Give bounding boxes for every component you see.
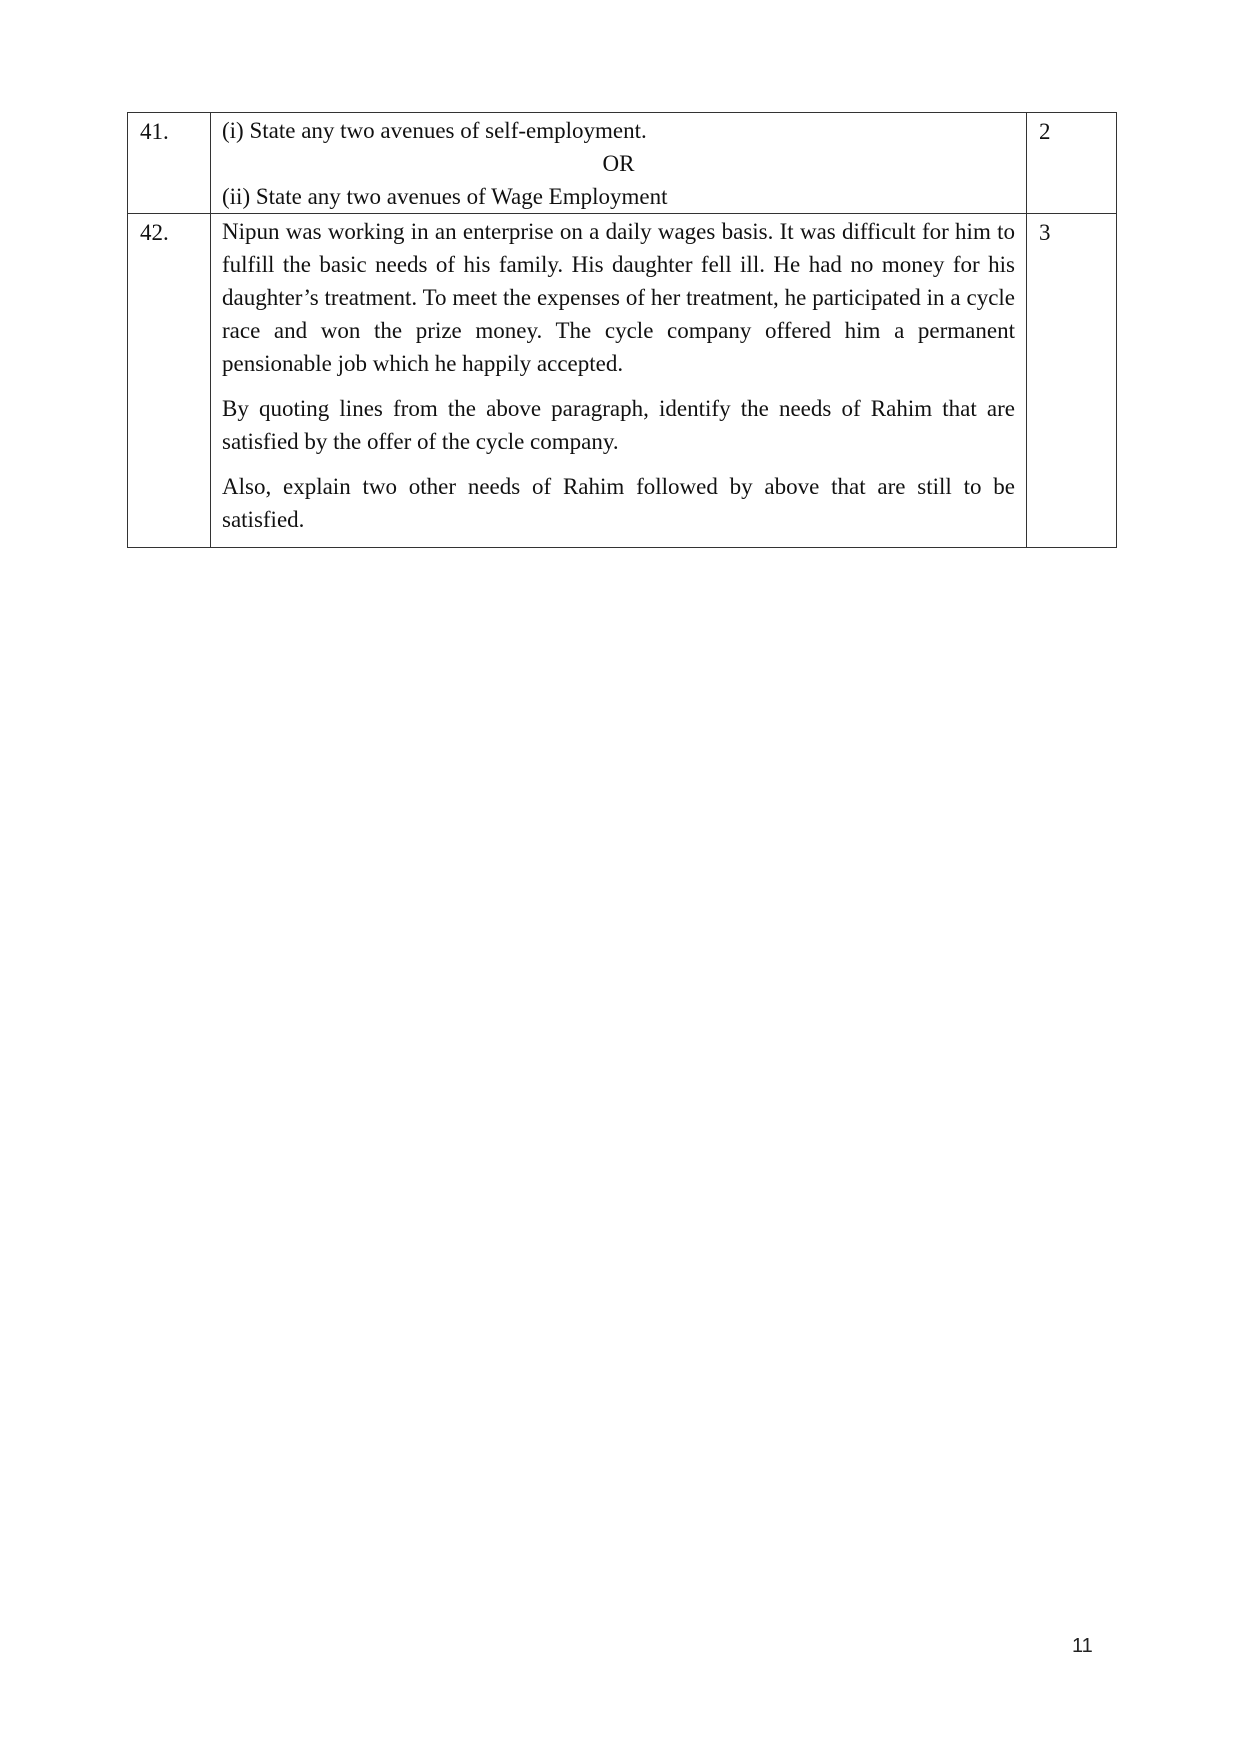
question-row-41 (128, 113, 1117, 214)
question-part-explain: Also, explain two other needs of Rahim followed by above that are still to be satisfied. (222, 474, 1015, 532)
question-text (211, 214, 1027, 548)
question-table (127, 112, 1117, 548)
question-marks: 2 (1027, 113, 1117, 214)
question-number: 42. (128, 214, 211, 548)
question-number: 41. (128, 113, 211, 214)
or-separator: OR (602, 151, 635, 176)
question-marks: 3 (1027, 214, 1117, 548)
question-part-identify: By quoting lines from the above paragraph, identify the needs of Rahim that are satisfied by the offer of the cycle company. (222, 396, 1015, 454)
question-option-a: (i) State any two avenues of self-employment. (222, 118, 647, 143)
question-option-b: (ii) State any two avenues of Wage Employment (222, 184, 668, 209)
question-row-42 (128, 214, 1117, 548)
page-number: 11 (1072, 1635, 1093, 1657)
case-paragraph: Nipun was working in an enterprise on a daily wages basis. It was difficult for him to fulfill the basic needs of his family. His daughter fell ill. He had no money for his daughter’s treatment. To meet the expenses of her treatment, he participated in a cycle race and won the prize money. The cycle company offered him a permanent pensionable job which he happily accepted. (222, 219, 1015, 376)
question-text (211, 113, 1027, 214)
